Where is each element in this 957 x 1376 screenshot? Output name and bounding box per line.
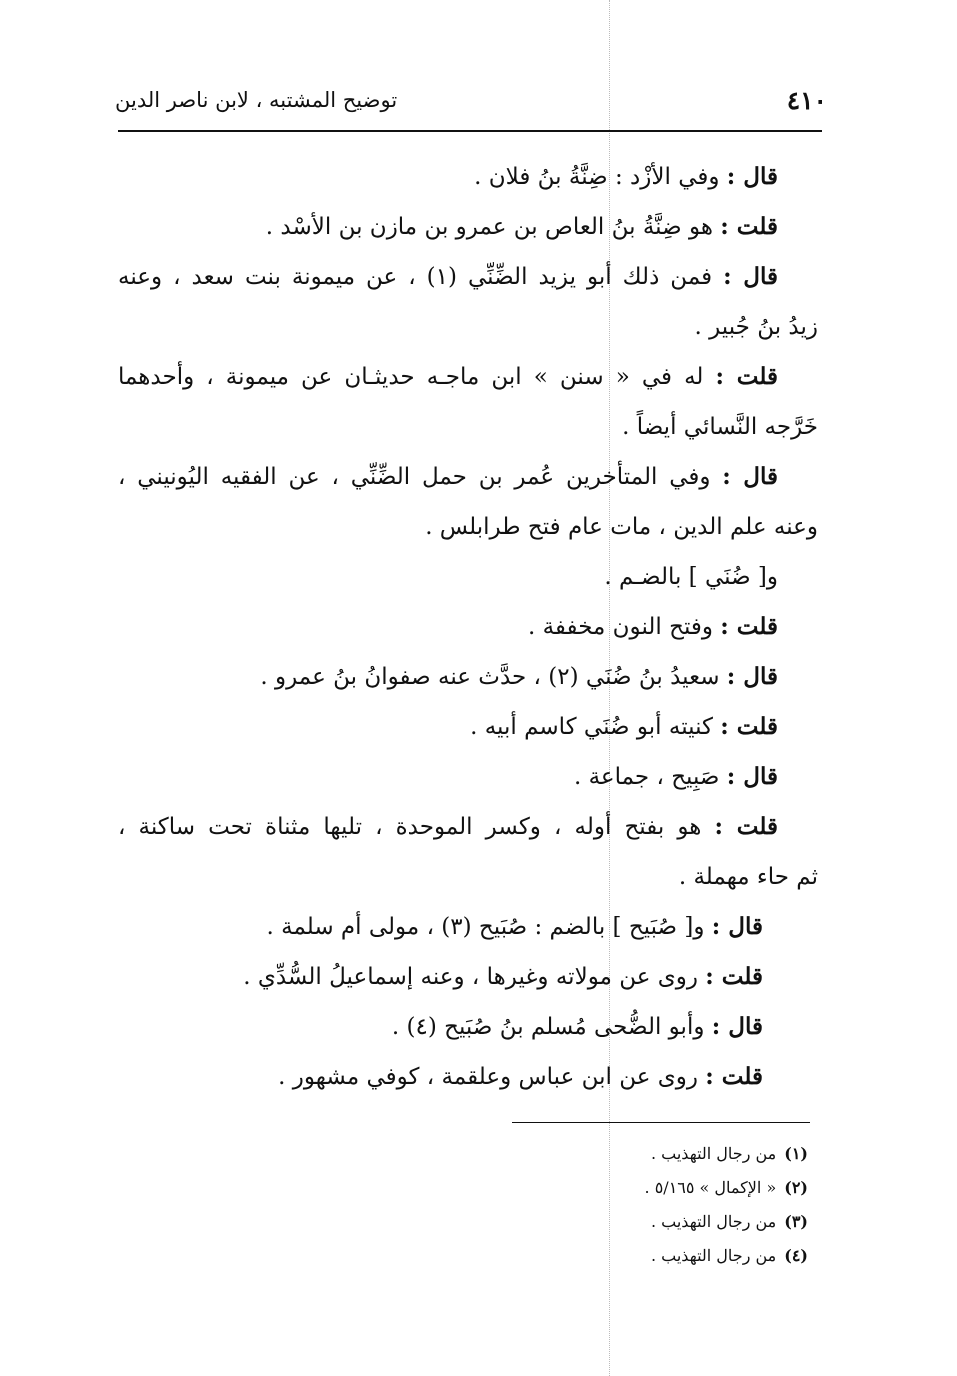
line-text: هو ضِنَّةُ بنُ العاص بن عمرو بن مازن بن الأسْد .	[265, 214, 713, 240]
footnote-text: من رجال التهذيب .	[650, 1144, 777, 1163]
text-line	[118, 652, 818, 702]
footnote-text: « الإكمال » ٥/١٦٥ .	[644, 1178, 777, 1197]
line-text: و[ ضُنَي ] بالضـم .	[604, 564, 778, 590]
line-text: وفي الأزْد : ضِنَّةُ بنُ فلان .	[474, 164, 720, 190]
footnote-text: من رجال التهذيب .	[650, 1246, 777, 1265]
speaker-label: قلت :	[714, 813, 778, 840]
running-title: توضيح المشتبه ، لابن ناصر الدين	[115, 88, 398, 112]
line-text: سعيدُ بنُ ضُنَي (٢) ، حدَّث عنه صفوانُ بنُ عمرو .	[260, 664, 720, 690]
page-number: ٤١٠	[786, 86, 827, 115]
line-text: خَرَّجه النَّسائي أيضاً .	[622, 414, 818, 440]
speaker-label: قال :	[726, 663, 778, 690]
text-line	[118, 702, 818, 752]
speaker-label: قلت :	[705, 963, 763, 990]
footnote-number: (٤)	[784, 1246, 808, 1265]
footnote-number: (١)	[784, 1144, 808, 1163]
line-text: وعنه علم الدين ، مات عام فتح طرابلس .	[425, 514, 818, 540]
line-text: ثم حاء مهملة .	[678, 864, 818, 890]
speaker-label: قال :	[711, 1013, 763, 1040]
speaker-label: قلت :	[705, 1063, 763, 1090]
line-text: و[ صُبَيح ] بالضم : صُبَيح (٣) ، مولى أم سلمة .	[266, 914, 705, 940]
speaker-label: قلت :	[715, 363, 778, 390]
speaker-label: قال :	[726, 163, 778, 190]
text-line	[118, 602, 818, 652]
line-text: روى عن مولاته وغيرها ، وعنه إسماعيلُ السُّدِّي .	[243, 964, 698, 990]
speaker-label: قال :	[726, 763, 778, 790]
footnote	[418, 1239, 808, 1273]
page-header	[115, 86, 827, 122]
line-text: فمن ذلك أبو يزيد الضِّنِّي (١) ، عن ميمونة بنت سعد ، وعنه	[118, 264, 713, 290]
speaker-label: قال :	[723, 263, 779, 290]
speaker-label: قلت :	[720, 713, 778, 740]
line-text: له في « سنن » ابن ماجـه حديثـان عن ميمونة ، وأحدهما	[118, 364, 704, 390]
line-text: زيدُ بنُ جُبير .	[694, 314, 818, 340]
text-line	[118, 552, 818, 602]
text-line	[118, 352, 818, 402]
line-text: وأبو الضُّحى مُسلم بنُ صُبَيح (٤) .	[391, 1014, 705, 1040]
text-line	[118, 852, 818, 902]
footnote-rule	[512, 1122, 810, 1123]
line-text: وفي المتأخرين عُمر بن حمل الضِّنِّي ، عن الفقيه اليُونيني ،	[118, 464, 711, 490]
footnote-text: من رجال التهذيب .	[650, 1212, 777, 1231]
text-line	[118, 752, 818, 802]
line-text: روى عن ابن عباس وعلقمة ، كوفي مشهور .	[278, 1064, 698, 1090]
text-line	[118, 252, 818, 302]
footnotes	[418, 1137, 808, 1273]
text-line	[118, 1052, 818, 1102]
text-line	[118, 1002, 818, 1052]
header-rule	[118, 130, 822, 132]
footnote	[418, 1137, 808, 1171]
text-line	[118, 452, 818, 502]
line-text: وفتح النون مخففة .	[527, 614, 713, 640]
line-text: كنيته أبو ضُنَي كاسم أبيه .	[470, 714, 713, 740]
footnote	[418, 1205, 808, 1239]
speaker-label: قال :	[711, 913, 763, 940]
text-line	[118, 202, 818, 252]
speaker-label: قال :	[722, 463, 779, 490]
text-line	[118, 402, 818, 452]
speaker-label: قلت :	[720, 613, 778, 640]
line-text: هو بفتح أوله ، وكسر الموحدة ، تليها مثناة تحت ساكنة ،	[118, 814, 702, 840]
footnote	[418, 1171, 808, 1205]
text-line	[118, 902, 818, 952]
text-line	[118, 302, 818, 352]
main-text	[118, 152, 818, 1102]
line-text: صَبِيح ، جماعة .	[573, 764, 720, 790]
text-line	[118, 802, 818, 852]
text-line	[118, 952, 818, 1002]
text-line	[118, 502, 818, 552]
footnote-number: (٢)	[784, 1178, 808, 1197]
text-line	[118, 152, 818, 202]
speaker-label: قلت :	[720, 213, 778, 240]
footnote-number: (٣)	[784, 1212, 808, 1231]
